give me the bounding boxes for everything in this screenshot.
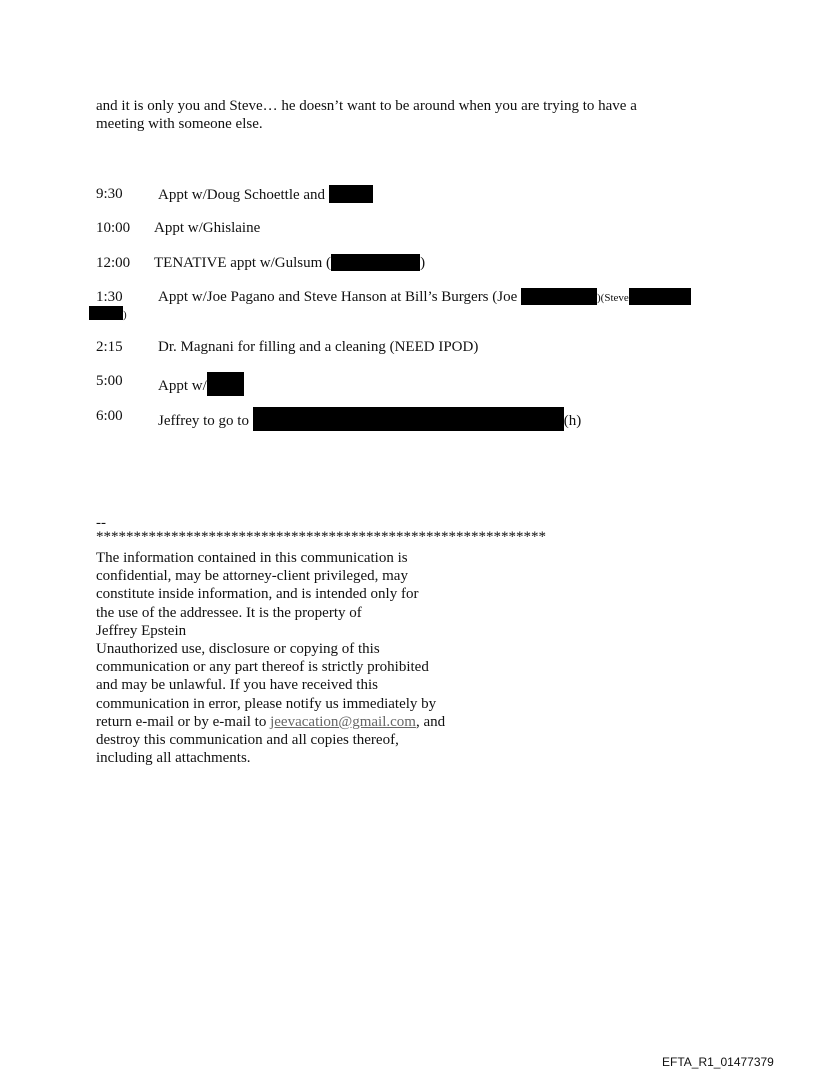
schedule-row-1000 xyxy=(96,219,261,237)
email-link[interactable]: jeevacation@gmail.com xyxy=(270,713,416,730)
redaction-block xyxy=(207,372,244,396)
schedule-row-0930 xyxy=(96,185,329,203)
disclaimer-line: the use of the addressee. It is the property of xyxy=(96,604,362,621)
schedule-row-1330 xyxy=(96,288,629,306)
schedule-text-before: Appt w/ xyxy=(158,378,207,394)
intro-line-2: meeting with someone else. xyxy=(96,116,263,132)
schedule-text xyxy=(158,288,691,307)
disclaimer-line: Unauthorized use, disclosure or copying of this xyxy=(96,641,380,658)
disclaimer-line: constitute inside information, and is intended only for xyxy=(96,586,419,603)
intro-line-1: and it is only you and Steve… he doesn’t want to be around when you are trying to have a xyxy=(96,98,637,114)
schedule-time: 12:00 xyxy=(96,255,131,271)
asterisk-divider: ************************************************************ xyxy=(96,529,546,545)
schedule-text-after: ) xyxy=(123,309,127,321)
email-suffix: , and xyxy=(415,713,446,730)
confidentiality-disclaimer xyxy=(96,549,476,767)
intro-paragraph xyxy=(96,97,716,133)
schedule-time: 1:30 xyxy=(96,289,123,305)
disclaimer-line: destroy this communication and all copies thereof, xyxy=(96,732,399,749)
disclaimer-line: communication or any part thereof is strictly prohibited xyxy=(96,659,429,676)
redaction-block xyxy=(331,254,420,271)
schedule-text-after: (h) xyxy=(563,413,582,429)
schedule-row-0215 xyxy=(96,338,479,356)
schedule-row-1330-continued xyxy=(89,305,127,324)
signature-separator: -- xyxy=(96,515,106,531)
disclaimer-line: and may be unlawful. If you have received this xyxy=(96,677,378,694)
schedule-text xyxy=(158,407,581,431)
schedule-text-middle: )(Steve xyxy=(597,292,629,304)
schedule-text-before: TENATIVE appt w/Gulsum ( xyxy=(154,255,332,271)
redaction-block xyxy=(521,288,597,305)
redaction-block xyxy=(629,288,691,305)
disclaimer-line: confidential, may be attorney-client privileged, may xyxy=(96,568,408,585)
disclaimer-line: including all attachments. xyxy=(96,750,251,767)
schedule-text-before: Jeffrey to go to xyxy=(158,413,253,429)
schedule-row-0600 xyxy=(96,407,582,429)
schedule-text xyxy=(158,185,373,204)
redaction-block xyxy=(89,306,123,320)
disclaimer-line: Jeffrey Epstein xyxy=(96,622,187,639)
schedule-text xyxy=(158,372,244,396)
schedule-row-0500 xyxy=(96,372,207,394)
document-id: EFTA_R1_01477379 xyxy=(662,1055,774,1069)
redaction-block xyxy=(253,407,564,431)
schedule-time: 6:00 xyxy=(96,408,123,424)
disclaimer-line: The information contained in this communication is xyxy=(96,550,408,566)
schedule-time: 9:30 xyxy=(96,186,123,202)
email-prefix: return e-mail or by e-mail to xyxy=(96,713,271,730)
schedule-row-1200 xyxy=(96,254,426,272)
schedule-text xyxy=(154,254,425,272)
disclaimer-email-line xyxy=(96,713,476,731)
schedule-text: Appt w/Ghislaine xyxy=(154,220,261,236)
schedule-text-before: Appt w/Doug Schoettle and xyxy=(158,187,329,203)
disclaimer-line: communication in error, please notify us immediately by xyxy=(96,695,437,712)
redaction-block xyxy=(329,185,373,203)
schedule-text-before: Appt w/Joe Pagano and Steve Hanson at Bill’s Burgers (Joe xyxy=(158,289,522,305)
schedule-time: 10:00 xyxy=(96,220,131,236)
schedule-time: 5:00 xyxy=(96,373,123,389)
schedule-time: 2:15 xyxy=(96,339,123,355)
schedule-text: Dr. Magnani for filling and a cleaning (NEED IPOD) xyxy=(158,339,479,355)
schedule-text-after: ) xyxy=(420,255,426,271)
